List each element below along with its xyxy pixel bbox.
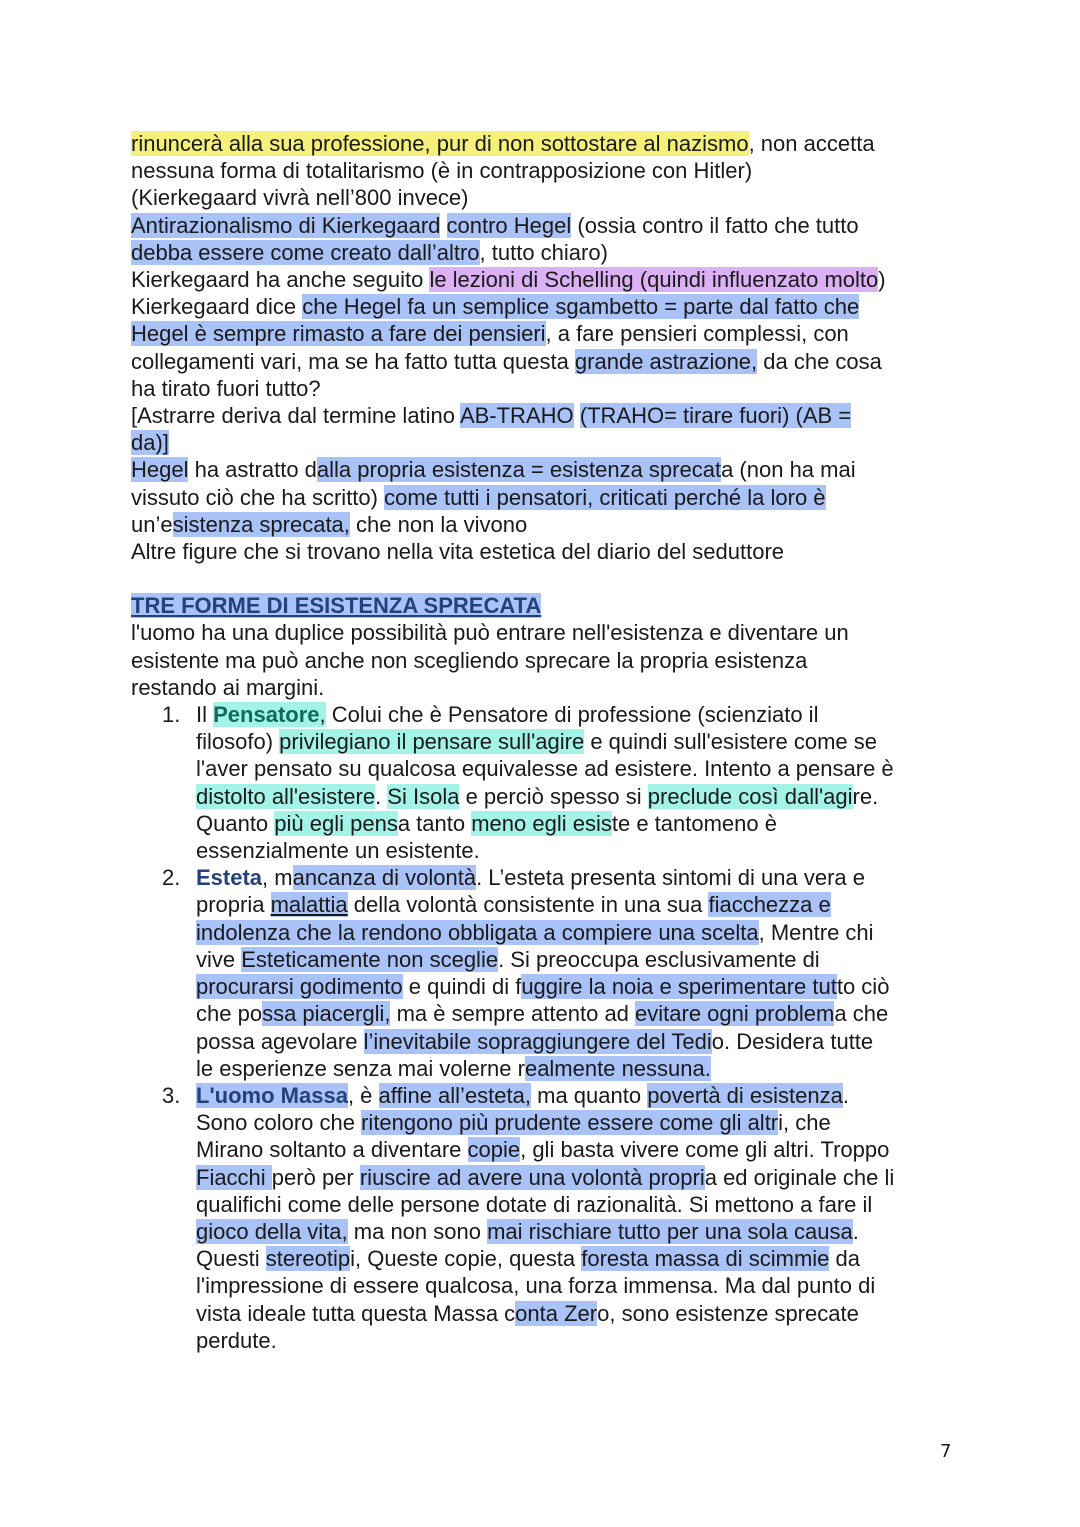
highlight-blue: malattia xyxy=(270,892,348,918)
highlight-blue: onta Zer xyxy=(515,1300,598,1326)
text-line xyxy=(131,429,961,456)
text-line: Altre figure che si trovano nella vita estetica del diario del seduttore xyxy=(131,539,785,565)
highlight-cyan: preclude così dall'agi xyxy=(647,783,853,809)
text-line: L'uomo Massa, è affine all’esteta, ma quanto povertà di esistenza. xyxy=(196,1082,849,1108)
highlight-blue: uggire la noia e sperimentare tut xyxy=(521,974,837,1000)
text-line: (Kierkegaard vivrà nell’800 invece) xyxy=(131,185,469,211)
text-line: Hegel è sempre rimasto a fare dei pensieri, a fare pensieri complessi, con xyxy=(131,321,849,347)
text-line: perdute. xyxy=(196,1327,277,1353)
text-line: [Astrarre deriva dal termine latino AB-TRAHO (TRAHO= tirare fuori) (AB = xyxy=(131,403,852,429)
text-line: Kierkegaard ha anche seguito le lezioni di Schelling (quindi influenzato molto) xyxy=(131,267,886,293)
text-line: procurarsi godimento e quindi di fuggire la noia e sperimentare tutto ciò xyxy=(196,974,890,1000)
highlight-blue: (TRAHO= tirare fuori) (AB = xyxy=(579,403,852,429)
term-uomo-massa: L'uomo Massa xyxy=(196,1082,348,1108)
highlight-blue: evitare ogni problem xyxy=(635,1001,835,1027)
highlight-blue: foresta massa di scimmie xyxy=(581,1246,830,1272)
highlight-blue: fiacchezza e xyxy=(708,892,831,918)
text-line: le esperienze senza mai volerne realmente nessuna. xyxy=(196,1055,711,1081)
highlight-blue: Esteticamente non sceglie xyxy=(241,946,499,972)
text-line: propria malattia della volontà consistente in una sua fiacchezza e xyxy=(196,892,831,918)
highlight-blue: Fiacchi xyxy=(196,1164,272,1190)
highlight-blue: povertà di esistenza xyxy=(647,1082,843,1108)
highlight-blue: Antirazionalismo di Kierkegaard xyxy=(131,212,441,238)
highlight-cyan: più egli pens xyxy=(274,810,398,836)
list-number: 2. xyxy=(162,865,181,891)
text-line: Hegel ha astratto dalla propria esistenza = esistenza sprecata (non ha mai xyxy=(131,457,856,483)
page-content xyxy=(131,130,961,1354)
highlight-yellow: rinuncerà alla sua professione, pur di non sottostare al nazismo xyxy=(131,131,749,156)
highlight-blue: Hegel è sempre rimasto a fare dei pensieri xyxy=(131,321,546,347)
text-line: un’esistenza sprecata, che non la vivono xyxy=(131,511,528,537)
highlight-blue: procurarsi godimento xyxy=(196,974,403,1000)
highlight-blue: ssa piacergli, xyxy=(262,1001,391,1027)
text-line: Sono coloro che ritengono più prudente essere come gli altri, che xyxy=(196,1110,831,1136)
list-item xyxy=(131,1082,961,1354)
highlight-cyan: Pensatore xyxy=(213,702,320,728)
text-line: l'uomo ha una duplice possibilità può entrare nell'esistenza e diventare un xyxy=(131,620,849,646)
list-item xyxy=(131,864,961,1082)
term-esteta: Esteta xyxy=(196,865,263,891)
text-line: vista ideale tutta questa Massa conta Zero, sono esistenze sprecate xyxy=(196,1300,859,1326)
text-line: debba essere come creato dall’altro, tutto chiaro) xyxy=(131,239,608,265)
highlight-purple: le lezioni di Schelling (quindi influenzato molto xyxy=(429,267,879,293)
highlight-blue: grande astrazione, xyxy=(574,348,758,374)
text-line: indolenza che la rendono obbligata a compiere una scelta, Mentre chi xyxy=(196,919,874,945)
numbered-list xyxy=(131,701,961,1354)
list-number: 1. xyxy=(162,702,181,728)
highlight-blue: gioco della vita, xyxy=(196,1218,348,1244)
highlight-blue: debba essere come creato dall’altro xyxy=(131,239,480,265)
text-line: Antirazionalismo di Kierkegaard contro Hegel (ossia contro il fatto che tutto xyxy=(131,212,859,238)
text-line: Mirano soltanto a diventare copie, gli basta vivere come gli altri. Troppo xyxy=(196,1137,890,1163)
highlight-blue: alla propria esistenza = esistenza sprecat xyxy=(316,457,722,483)
highlight-blue: ancanza di volontà xyxy=(292,865,477,891)
highlight-blue: ealmente nessuna. xyxy=(524,1055,711,1081)
highlight-blue: riuscire ad avere una volontà propri xyxy=(359,1164,705,1190)
paragraph-spacer xyxy=(131,565,961,592)
highlight-blue: l’inevitabile sopraggiungere del Tedi xyxy=(363,1028,712,1054)
highlight-blue: come tutti i pensatori, criticati perché la loro è xyxy=(384,484,826,510)
list-number: 3. xyxy=(162,1082,181,1108)
text-line: filosofo) privilegiano il pensare sull'agire e quindi sull'esistere come se xyxy=(196,729,877,755)
list-item xyxy=(131,701,961,864)
highlight-blue: Hegel xyxy=(131,457,189,483)
text-line: Quanto più egli pensa tanto meno egli esiste e tantomeno è xyxy=(196,810,777,836)
highlight-blue: che Hegel fa un semplice sgambetto = parte dal fatto che xyxy=(302,294,860,320)
text-line: ha tirato fuori tutto? xyxy=(131,375,321,401)
text-line: Il Pensatore, Colui che è Pensatore di professione (scienziato il xyxy=(196,702,819,728)
text-line: distolto all'esistere. Si Isola e perciò spesso si preclude così dall'agire. xyxy=(196,783,879,809)
text-line: restando ai margini. xyxy=(131,674,325,700)
highlight-blue: AB-TRAHO xyxy=(459,403,574,429)
highlight-cyan: privilegiano il pensare sull'agire xyxy=(279,729,585,755)
text-line: collegamenti vari, ma se ha fatto tutta questa grande astrazione, da che cosa xyxy=(131,348,882,374)
highlight-blue: stereotip xyxy=(265,1246,351,1272)
highlight-blue: sistenza sprecata, xyxy=(172,511,350,537)
highlight-blue: ritengono più prudente essere come gli altr xyxy=(361,1110,779,1136)
text-line: vissuto ciò che ha scritto) come tutti i pensatori, criticati perché la loro è xyxy=(131,484,826,510)
text-line: gioco della vita, ma non sono mai rischiare tutto per una sola causa. xyxy=(196,1218,859,1244)
section-heading: TRE FORME DI ESISTENZA SPRECATA xyxy=(131,593,542,619)
highlight-cyan: distolto all'esistere xyxy=(196,783,376,809)
text-line: possa agevolare l’inevitabile sopraggiungere del Tedio. Desidera tutte xyxy=(196,1028,874,1054)
highlight-blue: contro Hegel xyxy=(446,212,572,238)
highlight-blue: da)] xyxy=(131,430,169,456)
text-line: Esteta, mancanza di volontà. L’esteta presenta sintomi di una vera e xyxy=(196,865,865,891)
highlight-blue: copie xyxy=(467,1137,521,1163)
text-line: l'impressione di essere qualcosa, una forza immensa. Ma dal punto di xyxy=(196,1273,876,1299)
text-line: esistente ma può anche non scegliendo sprecare la propria esistenza xyxy=(131,647,808,673)
text-line: qualifichi come delle persone dotate di razionalità. Si mettono a fare il xyxy=(196,1191,873,1217)
highlight-cyan: Si Isola xyxy=(387,783,460,809)
text-line: Questi stereotipi, Queste copie, questa foresta massa di scimmie da xyxy=(196,1246,861,1272)
text-line: rinuncerà alla sua professione, pur di non sottostare al nazismo, non accetta xyxy=(131,131,875,156)
text-line: nessuna forma di totalitarismo (è in contrapposizione con Hitler) xyxy=(131,158,753,184)
page-number: 7 xyxy=(940,1441,952,1462)
highlight-cyan: meno egli esis xyxy=(471,810,612,836)
text-line: Kierkegaard dice che Hegel fa un semplice sgambetto = parte dal fatto che xyxy=(131,294,860,320)
text-line: essenzialmente un esistente. xyxy=(196,838,480,864)
highlight-blue: mai rischiare tutto per una sola causa xyxy=(487,1218,853,1244)
highlight-blue: indolenza che la rendono obbligata a compiere una scelta xyxy=(196,919,759,945)
highlight-blue: affine all’esteta, xyxy=(378,1082,531,1108)
text-line: che possa piacergli, ma è sempre attento ad evitare ogni problema che xyxy=(196,1001,889,1027)
text-line: l'aver pensato su qualcosa equivalesse ad esistere. Intento a pensare è xyxy=(196,756,894,782)
text-line: vive Esteticamente non sceglie. Si preoccupa esclusivamente di xyxy=(196,946,820,972)
text-line: Fiacchi però per riuscire ad avere una volontà propria ed originale che li xyxy=(196,1164,895,1190)
